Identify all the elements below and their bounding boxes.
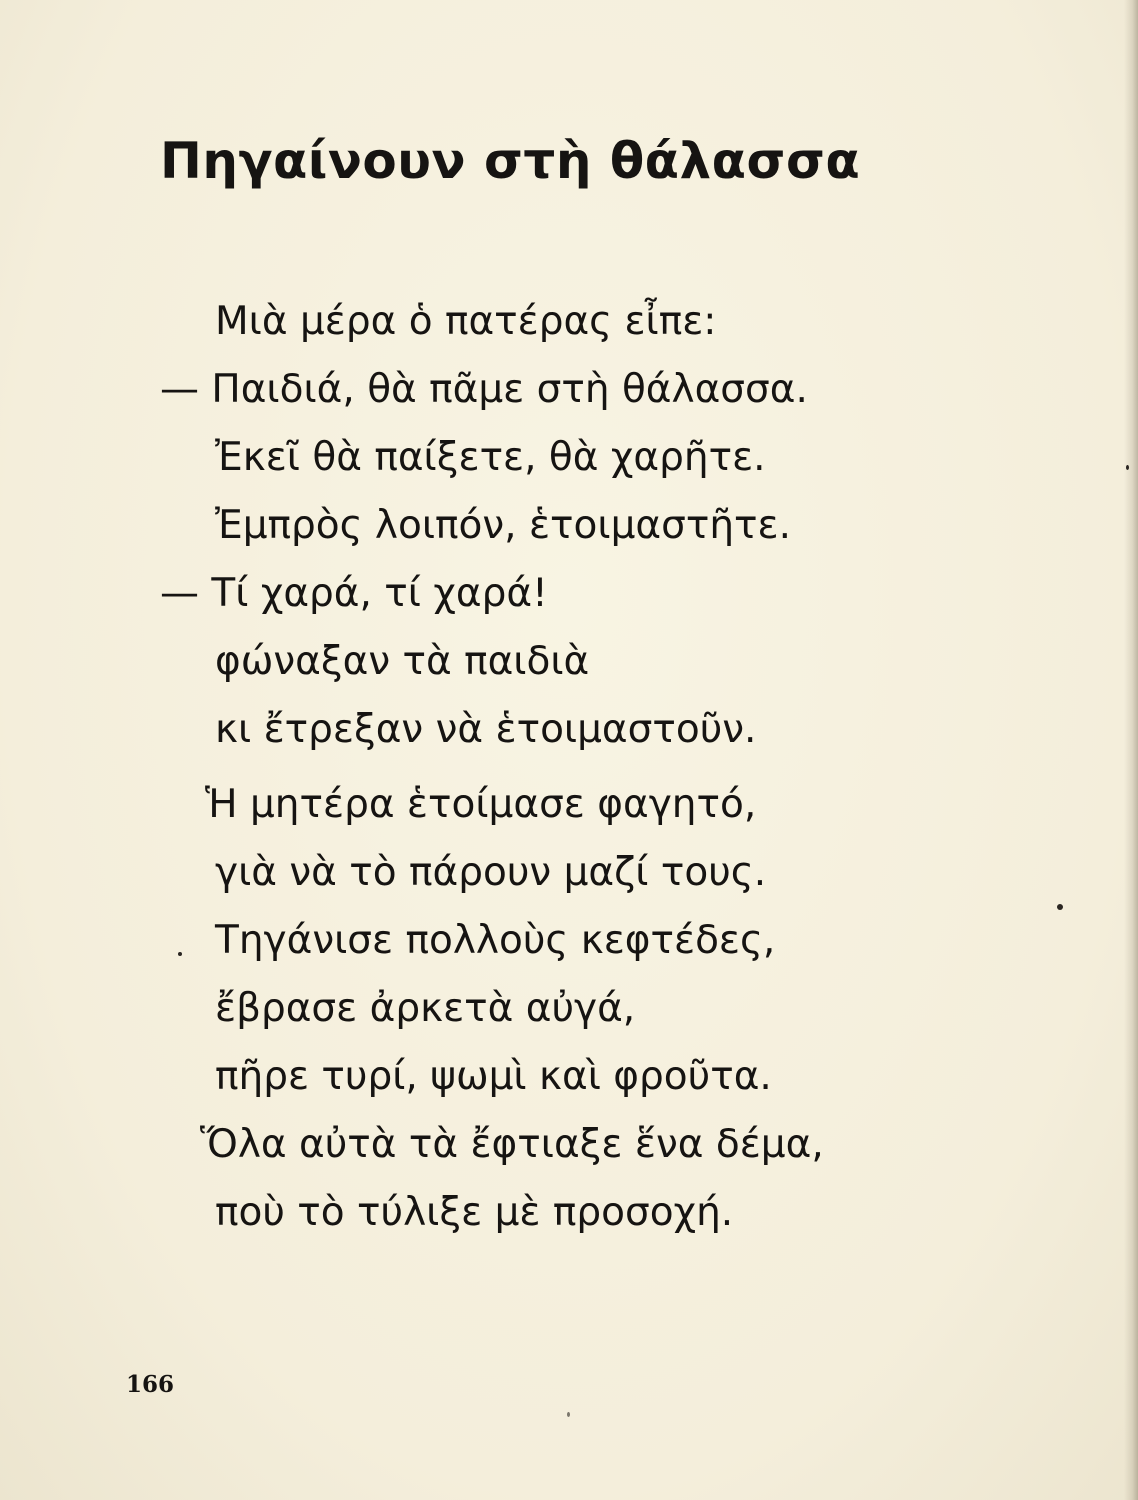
poem-line: ἔβρασε ἀρκετὰ αὐγά, [215, 986, 636, 1031]
poem-line: ποὺ τὸ τύλιξε μὲ προσοχή. [215, 1190, 734, 1235]
poem-line: πῆρε τυρί, ψωμὶ καὶ φροῦτα. [215, 1054, 772, 1099]
poem-line: Ἐκεῖ θὰ παίξετε, θὰ χαρῆτε. [215, 435, 766, 480]
poem-line: — Τί χαρά, τί χαρά! [160, 571, 548, 616]
ink-speck [1126, 465, 1129, 470]
poem-line: γιὰ νὰ τὸ πάρουν μαζί τους. [215, 850, 767, 895]
page-number: 166 [126, 1371, 175, 1398]
poem-line: — Παιδιά, θὰ πᾶμε στὴ θάλασσα. [160, 367, 808, 412]
poem-line: Τηγάνισε πολλοὺς κεφτέδες, [215, 918, 776, 963]
page-title: Πηγαίνουν στὴ θάλασσα [160, 132, 861, 190]
poem-line: Ὅλα αὐτὰ τὰ ἔφτιαξε ἕνα δέμα, [200, 1122, 824, 1167]
ink-speck [178, 952, 182, 956]
poem-line: φώναξαν τὰ παιδιὰ [215, 639, 590, 684]
poem-line: Ἡ μητέρα ἑτοίμασε φαγητό, [205, 782, 757, 827]
poem-line: κι ἔτρεξαν νὰ ἑτοιμαστοῦν. [215, 707, 757, 752]
poem-line: Μιὰ μέρα ὁ πατέρας εἶπε: [215, 299, 717, 344]
ink-speck [567, 1412, 570, 1417]
poem-line: Ἐμπρὸς λοιπόν, ἑτοιμαστῆτε. [215, 503, 791, 548]
page-binding-shadow [1124, 0, 1138, 1500]
ink-speck [1057, 904, 1063, 910]
